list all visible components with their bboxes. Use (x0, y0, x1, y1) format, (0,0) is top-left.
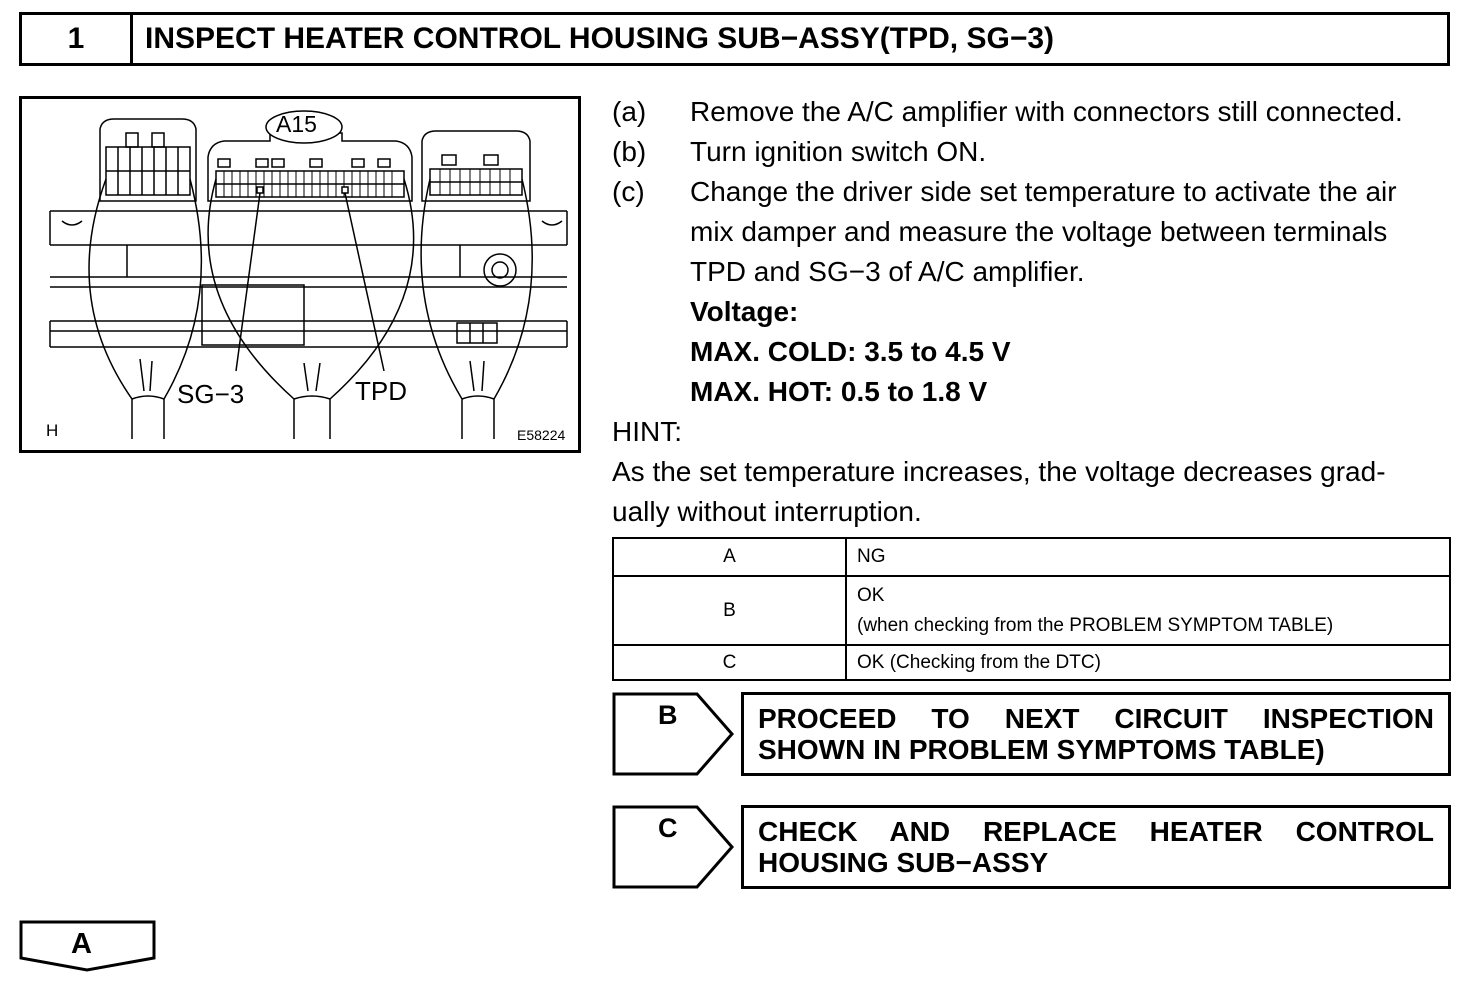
next-step-tab[interactable] (19, 920, 157, 972)
hint-text: As the set temperature increases, the voltage decreases grad- (612, 456, 1386, 487)
step-item (612, 132, 1457, 172)
step-title: INSPECT HEATER CONTROL HOUSING SUB−ASSY(TPD, SG−3) (145, 22, 1055, 55)
step-letter: (b) (612, 136, 647, 167)
spec-heading: Voltage: (690, 296, 799, 327)
result-code: C (613, 645, 846, 680)
connector-label: A15 (276, 111, 317, 137)
spec-max-cold: MAX. COLD: 3.5 to 4.5 V (690, 336, 1011, 367)
branch-arrow-b[interactable] (612, 692, 732, 776)
action-box-c[interactable] (741, 805, 1451, 889)
step-text: Remove the A/C amplifier with connectors still connected. (690, 96, 1403, 127)
step-text: Change the driver side set temperature to activate the air (690, 176, 1397, 207)
hint-text: ually without interruption. (612, 496, 922, 527)
procedure-steps (612, 92, 1457, 532)
next-step-code: A (71, 928, 92, 960)
branch-code: B (658, 700, 678, 730)
connector-illustration (19, 96, 581, 453)
figure-id: E58224 (517, 427, 566, 443)
result-table (612, 537, 1451, 681)
action-box-b[interactable] (741, 692, 1451, 776)
result-description: NG (846, 538, 1450, 576)
branch-arrow-c[interactable] (612, 805, 732, 889)
step-text-continued: TPD and SG−3 of A/C amplifier. (690, 256, 1085, 287)
step-text: Turn ignition switch ON. (690, 136, 987, 167)
table-row (613, 538, 1450, 576)
amplifier-connector-drawing (22, 99, 578, 450)
branch-code: C (658, 813, 678, 843)
step-number: 1 (22, 15, 133, 63)
result-code: A (613, 538, 846, 576)
figure-corner-letter: H (46, 421, 59, 440)
terminal-label-tpd: TPD (355, 376, 407, 406)
table-row (613, 645, 1450, 680)
action-text: SHOWN IN PROBLEM SYMPTOMS TABLE) (758, 734, 1325, 765)
step-item (612, 172, 1457, 212)
hint-label: HINT: (612, 416, 682, 447)
result-description: OK (Checking from the DTC) (846, 645, 1450, 680)
spec-max-hot: MAX. HOT: 0.5 to 1.8 V (690, 376, 988, 407)
action-text: HOUSING SUB−ASSY (758, 847, 1049, 878)
step-letter: (c) (612, 176, 645, 207)
action-text: CHECK AND REPLACE HEATER CONTROL (758, 816, 1434, 847)
result-description: OK (when checking from the PROBLEM SYMPTOM TABLE) (846, 576, 1450, 645)
table-row (613, 576, 1450, 645)
step-item (612, 92, 1457, 132)
step-letter: (a) (612, 96, 647, 127)
result-code: B (613, 576, 846, 645)
step-text-continued: mix damper and measure the voltage between terminals (690, 216, 1388, 247)
step-header (19, 12, 1450, 66)
action-text: PROCEED TO NEXT CIRCUIT INSPECTION (758, 703, 1434, 734)
terminal-label-sg3: SG−3 (177, 379, 245, 409)
